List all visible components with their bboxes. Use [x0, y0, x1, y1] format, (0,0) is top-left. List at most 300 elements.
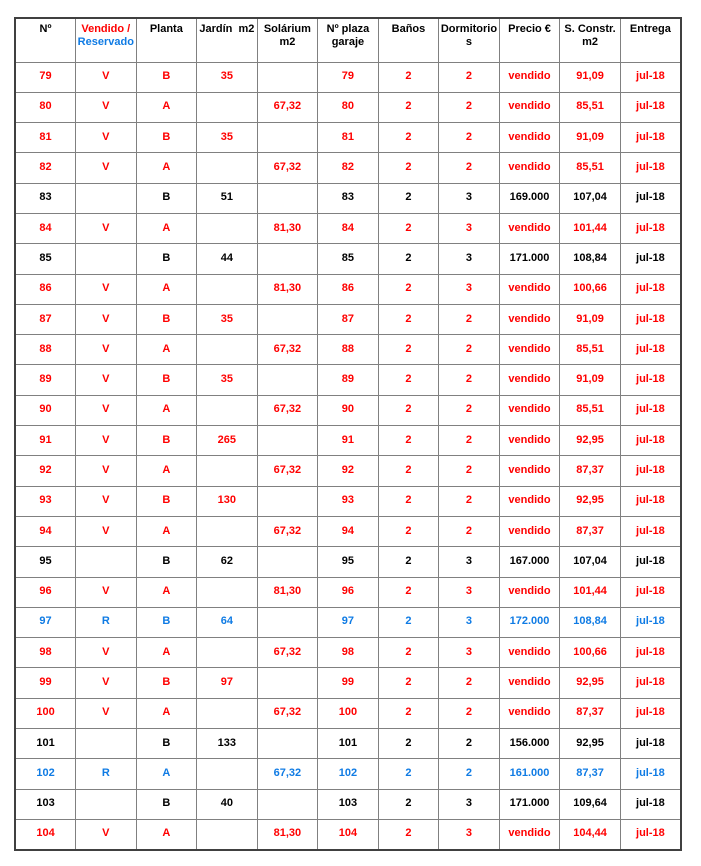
- units-table: [14, 17, 682, 851]
- cell-garaje: 102: [318, 759, 379, 789]
- cell-garaje: 83: [318, 183, 379, 213]
- table-row-83: [15, 183, 681, 213]
- column-header-solarium-line: Solárium: [263, 23, 311, 35]
- cell-planta: A: [136, 819, 197, 849]
- cell-planta: A: [136, 153, 197, 183]
- column-header-entrega-line: Entrega: [629, 23, 671, 35]
- cell-jardin: [197, 213, 258, 243]
- cell-banos: 2: [378, 92, 439, 122]
- cell-num: 84: [15, 213, 76, 243]
- column-header-sconstr-line: m2: [582, 36, 598, 48]
- cell-num: 94: [15, 516, 76, 546]
- cell-precio: vendido: [499, 486, 560, 516]
- cell-precio: vendido: [499, 304, 560, 334]
- table-row-95: [15, 547, 681, 577]
- cell-banos: 2: [378, 395, 439, 425]
- cell-estado: [76, 789, 137, 819]
- cell-dormitorios: 2: [439, 668, 500, 698]
- column-header-precio: [499, 18, 560, 62]
- cell-sconstr: 92,95: [560, 668, 621, 698]
- cell-estado: R: [76, 607, 137, 637]
- cell-garaje: 101: [318, 729, 379, 759]
- cell-garaje: 84: [318, 213, 379, 243]
- cell-banos: 2: [378, 456, 439, 486]
- column-header-planta: [136, 18, 197, 62]
- cell-dormitorios: 3: [439, 638, 500, 668]
- cell-garaje: 86: [318, 274, 379, 304]
- cell-banos: 2: [378, 335, 439, 365]
- cell-estado: V: [76, 486, 137, 516]
- cell-dormitorios: 2: [439, 516, 500, 546]
- cell-planta: B: [136, 668, 197, 698]
- cell-jardin: 35: [197, 304, 258, 334]
- cell-dormitorios: 2: [439, 62, 500, 92]
- cell-planta: A: [136, 516, 197, 546]
- column-header-num: [15, 18, 76, 62]
- cell-planta: A: [136, 92, 197, 122]
- cell-banos: 2: [378, 304, 439, 334]
- cell-precio: vendido: [499, 516, 560, 546]
- cell-solarium: 67,32: [257, 335, 318, 365]
- cell-banos: 2: [378, 638, 439, 668]
- cell-planta: B: [136, 789, 197, 819]
- cell-jardin: [197, 698, 258, 728]
- table-row-98: [15, 638, 681, 668]
- cell-solarium: [257, 668, 318, 698]
- cell-sconstr: 92,95: [560, 486, 621, 516]
- table-row-92: [15, 456, 681, 486]
- cell-precio: vendido: [499, 456, 560, 486]
- cell-estado: V: [76, 456, 137, 486]
- cell-num: 87: [15, 304, 76, 334]
- cell-entrega: jul-18: [620, 486, 681, 516]
- cell-dormitorios: 2: [439, 759, 500, 789]
- table-row-104: [15, 819, 681, 849]
- cell-garaje: 93: [318, 486, 379, 516]
- cell-garaje: 85: [318, 244, 379, 274]
- cell-sconstr: 101,44: [560, 577, 621, 607]
- cell-banos: 2: [378, 759, 439, 789]
- cell-solarium: [257, 123, 318, 153]
- cell-estado: [76, 183, 137, 213]
- cell-sconstr: 85,51: [560, 395, 621, 425]
- column-header-sconstr-line: S. Constr.: [564, 23, 616, 35]
- cell-banos: 2: [378, 789, 439, 819]
- cell-jardin: 35: [197, 62, 258, 92]
- header-row: [15, 18, 681, 62]
- cell-precio: vendido: [499, 668, 560, 698]
- column-header-solarium-line: m2: [279, 36, 296, 48]
- cell-dormitorios: 2: [439, 395, 500, 425]
- cell-jardin: [197, 274, 258, 304]
- cell-solarium: [257, 607, 318, 637]
- cell-dormitorios: 3: [439, 789, 500, 819]
- cell-jardin: 35: [197, 123, 258, 153]
- cell-precio: vendido: [499, 365, 560, 395]
- cell-dormitorios: 3: [439, 577, 500, 607]
- cell-precio: vendido: [499, 213, 560, 243]
- cell-banos: 2: [378, 365, 439, 395]
- cell-garaje: 90: [318, 395, 379, 425]
- cell-planta: A: [136, 759, 197, 789]
- table-row-100: [15, 698, 681, 728]
- cell-entrega: jul-18: [620, 577, 681, 607]
- cell-planta: B: [136, 123, 197, 153]
- cell-planta: A: [136, 395, 197, 425]
- cell-precio: 156.000: [499, 729, 560, 759]
- cell-num: 101: [15, 729, 76, 759]
- cell-sconstr: 87,37: [560, 456, 621, 486]
- cell-precio: vendido: [499, 335, 560, 365]
- cell-solarium: [257, 426, 318, 456]
- cell-dormitorios: 3: [439, 213, 500, 243]
- cell-entrega: jul-18: [620, 547, 681, 577]
- cell-precio: vendido: [499, 577, 560, 607]
- cell-dormitorios: 2: [439, 698, 500, 728]
- cell-solarium: 81,30: [257, 213, 318, 243]
- cell-planta: A: [136, 274, 197, 304]
- cell-entrega: jul-18: [620, 789, 681, 819]
- cell-precio: 161.000: [499, 759, 560, 789]
- table-row-85: [15, 244, 681, 274]
- column-header-jardin: [197, 18, 258, 62]
- cell-estado: V: [76, 365, 137, 395]
- cell-precio: vendido: [499, 395, 560, 425]
- cell-banos: 2: [378, 486, 439, 516]
- cell-estado: V: [76, 426, 137, 456]
- cell-precio: 171.000: [499, 244, 560, 274]
- cell-dormitorios: 2: [439, 304, 500, 334]
- column-header-estado: [76, 18, 137, 62]
- cell-entrega: jul-18: [620, 759, 681, 789]
- cell-entrega: jul-18: [620, 304, 681, 334]
- cell-garaje: 96: [318, 577, 379, 607]
- cell-dormitorios: 2: [439, 456, 500, 486]
- column-header-entrega: [620, 18, 681, 62]
- cell-banos: 2: [378, 577, 439, 607]
- column-header-planta-line: Planta: [149, 23, 183, 35]
- cell-planta: A: [136, 698, 197, 728]
- cell-garaje: 95: [318, 547, 379, 577]
- cell-sconstr: 100,66: [560, 638, 621, 668]
- cell-sconstr: 91,09: [560, 123, 621, 153]
- cell-planta: A: [136, 213, 197, 243]
- cell-entrega: jul-18: [620, 365, 681, 395]
- column-header-precio-line: Precio €: [508, 23, 551, 35]
- cell-jardin: [197, 638, 258, 668]
- cell-solarium: [257, 62, 318, 92]
- cell-planta: A: [136, 577, 197, 607]
- cell-planta: B: [136, 244, 197, 274]
- column-header-sconstr: [560, 18, 621, 62]
- cell-planta: A: [136, 335, 197, 365]
- cell-garaje: 98: [318, 638, 379, 668]
- cell-precio: vendido: [499, 92, 560, 122]
- cell-sconstr: 91,09: [560, 62, 621, 92]
- cell-entrega: jul-18: [620, 274, 681, 304]
- cell-dormitorios: 3: [439, 819, 500, 849]
- cell-garaje: 94: [318, 516, 379, 546]
- cell-dormitorios: 2: [439, 426, 500, 456]
- column-header-banos: [378, 18, 439, 62]
- cell-dormitorios: 2: [439, 486, 500, 516]
- cell-jardin: [197, 335, 258, 365]
- cell-garaje: 104: [318, 819, 379, 849]
- cell-num: 80: [15, 92, 76, 122]
- cell-estado: V: [76, 698, 137, 728]
- cell-precio: 167.000: [499, 547, 560, 577]
- cell-entrega: jul-18: [620, 213, 681, 243]
- cell-estado: R: [76, 759, 137, 789]
- cell-garaje: 103: [318, 789, 379, 819]
- table-row-96: [15, 577, 681, 607]
- cell-estado: [76, 244, 137, 274]
- cell-sconstr: 91,09: [560, 365, 621, 395]
- cell-planta: A: [136, 456, 197, 486]
- cell-precio: vendido: [499, 62, 560, 92]
- cell-solarium: 67,32: [257, 516, 318, 546]
- column-header-solarium: [257, 18, 318, 62]
- cell-jardin: [197, 395, 258, 425]
- column-header-num-line: Nº: [39, 23, 52, 35]
- cell-garaje: 99: [318, 668, 379, 698]
- cell-banos: 2: [378, 183, 439, 213]
- table-row-79: [15, 62, 681, 92]
- cell-jardin: 97: [197, 668, 258, 698]
- cell-banos: 2: [378, 516, 439, 546]
- cell-estado: V: [76, 123, 137, 153]
- cell-estado: V: [76, 153, 137, 183]
- cell-banos: 2: [378, 698, 439, 728]
- table-row-89: [15, 365, 681, 395]
- cell-estado: V: [76, 213, 137, 243]
- cell-sconstr: 108,84: [560, 607, 621, 637]
- cell-entrega: jul-18: [620, 698, 681, 728]
- cell-jardin: [197, 92, 258, 122]
- cell-estado: V: [76, 62, 137, 92]
- table-row-99: [15, 668, 681, 698]
- table-row-101: [15, 729, 681, 759]
- cell-precio: 172.000: [499, 607, 560, 637]
- cell-planta: B: [136, 486, 197, 516]
- cell-num: 93: [15, 486, 76, 516]
- cell-solarium: 67,32: [257, 638, 318, 668]
- table-row-80: [15, 92, 681, 122]
- cell-sconstr: 85,51: [560, 153, 621, 183]
- cell-num: 88: [15, 335, 76, 365]
- cell-solarium: 67,32: [257, 153, 318, 183]
- cell-jardin: 130: [197, 486, 258, 516]
- cell-jardin: 265: [197, 426, 258, 456]
- column-header-garaje-line: Nº plaza: [326, 23, 370, 35]
- cell-solarium: 67,32: [257, 759, 318, 789]
- cell-num: 99: [15, 668, 76, 698]
- cell-sconstr: 85,51: [560, 335, 621, 365]
- cell-num: 89: [15, 365, 76, 395]
- cell-num: 86: [15, 274, 76, 304]
- cell-estado: [76, 729, 137, 759]
- cell-sconstr: 107,04: [560, 183, 621, 213]
- cell-banos: 2: [378, 607, 439, 637]
- cell-entrega: jul-18: [620, 607, 681, 637]
- cell-sconstr: 92,95: [560, 729, 621, 759]
- cell-banos: 2: [378, 244, 439, 274]
- cell-garaje: 79: [318, 62, 379, 92]
- table-row-84: [15, 213, 681, 243]
- table-row-103: [15, 789, 681, 819]
- cell-planta: B: [136, 62, 197, 92]
- cell-solarium: 81,30: [257, 819, 318, 849]
- cell-jardin: 133: [197, 729, 258, 759]
- cell-sconstr: 109,64: [560, 789, 621, 819]
- cell-entrega: jul-18: [620, 638, 681, 668]
- cell-num: 103: [15, 789, 76, 819]
- cell-num: 90: [15, 395, 76, 425]
- cell-planta: A: [136, 638, 197, 668]
- column-header-dormitorios-line: s: [465, 36, 473, 48]
- cell-num: 81: [15, 123, 76, 153]
- cell-num: 82: [15, 153, 76, 183]
- cell-banos: 2: [378, 547, 439, 577]
- table-row-87: [15, 304, 681, 334]
- cell-solarium: [257, 304, 318, 334]
- cell-solarium: [257, 547, 318, 577]
- cell-num: 83: [15, 183, 76, 213]
- cell-garaje: 88: [318, 335, 379, 365]
- cell-banos: 2: [378, 729, 439, 759]
- cell-sconstr: 87,37: [560, 698, 621, 728]
- cell-entrega: jul-18: [620, 456, 681, 486]
- cell-sconstr: 92,95: [560, 426, 621, 456]
- cell-solarium: [257, 365, 318, 395]
- column-header-dormitorios-line: Dormitorio: [440, 23, 498, 35]
- cell-entrega: jul-18: [620, 668, 681, 698]
- cell-banos: 2: [378, 426, 439, 456]
- cell-dormitorios: 2: [439, 729, 500, 759]
- cell-banos: 2: [378, 62, 439, 92]
- cell-estado: V: [76, 274, 137, 304]
- cell-estado: V: [76, 668, 137, 698]
- cell-garaje: 87: [318, 304, 379, 334]
- cell-planta: B: [136, 607, 197, 637]
- cell-planta: B: [136, 547, 197, 577]
- cell-jardin: [197, 516, 258, 546]
- cell-jardin: 51: [197, 183, 258, 213]
- cell-jardin: [197, 577, 258, 607]
- cell-dormitorios: 2: [439, 123, 500, 153]
- cell-dormitorios: 2: [439, 365, 500, 395]
- table-row-97: [15, 607, 681, 637]
- column-header-estado-line: Vendido /: [81, 23, 131, 35]
- cell-num: 95: [15, 547, 76, 577]
- cell-solarium: [257, 729, 318, 759]
- cell-sconstr: 91,09: [560, 304, 621, 334]
- cell-dormitorios: 2: [439, 335, 500, 365]
- cell-sconstr: 104,44: [560, 819, 621, 849]
- column-header-banos-line: Baños: [391, 23, 426, 35]
- cell-garaje: 100: [318, 698, 379, 728]
- cell-entrega: jul-18: [620, 426, 681, 456]
- cell-jardin: [197, 819, 258, 849]
- cell-solarium: 81,30: [257, 274, 318, 304]
- cell-dormitorios: 3: [439, 274, 500, 304]
- cell-num: 98: [15, 638, 76, 668]
- cell-num: 85: [15, 244, 76, 274]
- cell-num: 100: [15, 698, 76, 728]
- cell-garaje: 97: [318, 607, 379, 637]
- table-row-94: [15, 516, 681, 546]
- cell-jardin: [197, 153, 258, 183]
- cell-dormitorios: 2: [439, 153, 500, 183]
- cell-num: 102: [15, 759, 76, 789]
- cell-planta: B: [136, 426, 197, 456]
- cell-entrega: jul-18: [620, 153, 681, 183]
- cell-estado: V: [76, 516, 137, 546]
- cell-dormitorios: 3: [439, 607, 500, 637]
- cell-estado: V: [76, 92, 137, 122]
- cell-planta: B: [136, 183, 197, 213]
- cell-solarium: [257, 183, 318, 213]
- cell-entrega: jul-18: [620, 335, 681, 365]
- cell-jardin: 64: [197, 607, 258, 637]
- cell-solarium: 67,32: [257, 395, 318, 425]
- cell-planta: B: [136, 729, 197, 759]
- cell-garaje: 81: [318, 123, 379, 153]
- cell-entrega: jul-18: [620, 395, 681, 425]
- cell-sconstr: 107,04: [560, 547, 621, 577]
- cell-solarium: 67,32: [257, 92, 318, 122]
- cell-estado: V: [76, 638, 137, 668]
- cell-sconstr: 108,84: [560, 244, 621, 274]
- cell-estado: [76, 547, 137, 577]
- column-header-garaje: [318, 18, 379, 62]
- cell-jardin: 62: [197, 547, 258, 577]
- cell-sconstr: 100,66: [560, 274, 621, 304]
- cell-num: 97: [15, 607, 76, 637]
- cell-jardin: [197, 759, 258, 789]
- cell-estado: V: [76, 304, 137, 334]
- cell-garaje: 92: [318, 456, 379, 486]
- column-header-estado-line: Reservado: [77, 36, 134, 48]
- cell-garaje: 89: [318, 365, 379, 395]
- cell-estado: V: [76, 395, 137, 425]
- cell-dormitorios: 2: [439, 92, 500, 122]
- cell-banos: 2: [378, 819, 439, 849]
- cell-banos: 2: [378, 213, 439, 243]
- cell-num: 96: [15, 577, 76, 607]
- cell-solarium: [257, 486, 318, 516]
- cell-dormitorios: 3: [439, 244, 500, 274]
- cell-banos: 2: [378, 123, 439, 153]
- cell-sconstr: 85,51: [560, 92, 621, 122]
- cell-precio: 171.000: [499, 789, 560, 819]
- cell-jardin: 44: [197, 244, 258, 274]
- cell-solarium: 81,30: [257, 577, 318, 607]
- cell-num: 91: [15, 426, 76, 456]
- cell-planta: B: [136, 304, 197, 334]
- table-row-90: [15, 395, 681, 425]
- cell-solarium: 67,32: [257, 456, 318, 486]
- cell-sconstr: 87,37: [560, 516, 621, 546]
- cell-entrega: jul-18: [620, 92, 681, 122]
- table-header: [15, 18, 681, 62]
- cell-precio: vendido: [499, 274, 560, 304]
- cell-garaje: 82: [318, 153, 379, 183]
- cell-precio: vendido: [499, 638, 560, 668]
- cell-entrega: jul-18: [620, 729, 681, 759]
- cell-planta: B: [136, 365, 197, 395]
- cell-precio: vendido: [499, 819, 560, 849]
